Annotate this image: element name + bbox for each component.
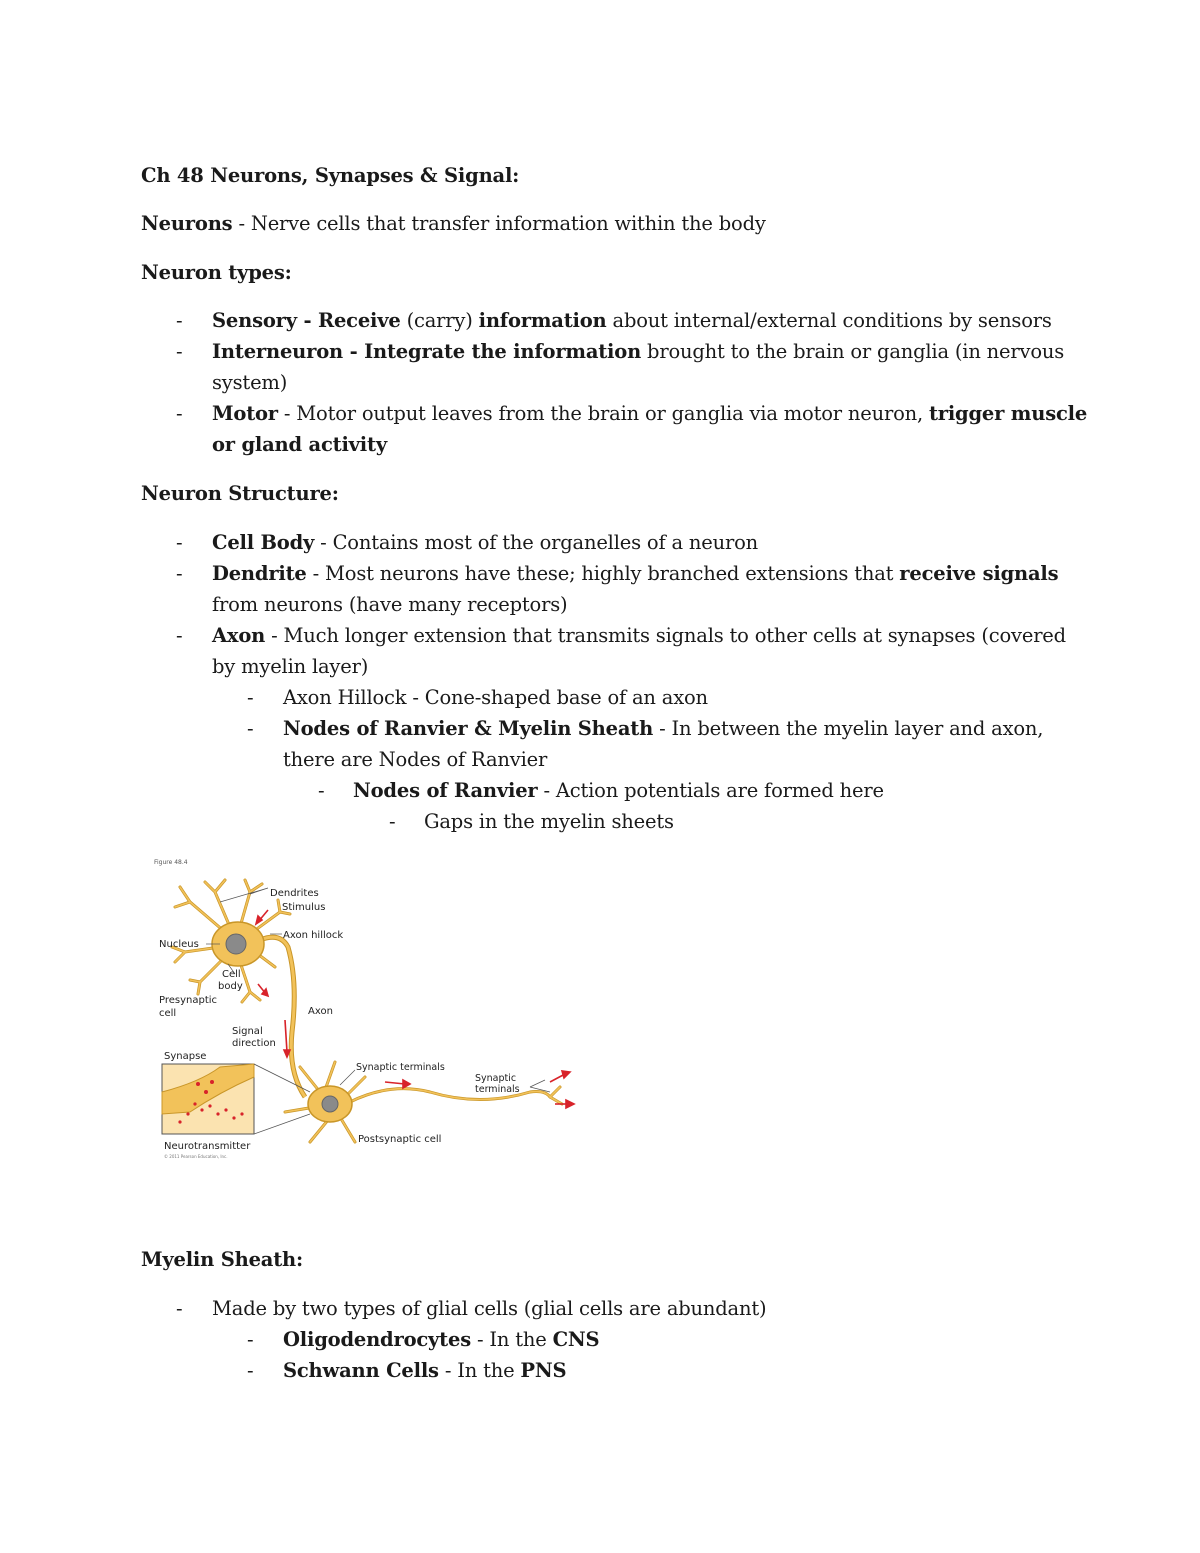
figure-caption: Figure 48.4 [154, 859, 188, 866]
label-synaptic-terminals: Synaptic terminals [356, 1062, 445, 1073]
label-terminals: terminals [475, 1084, 520, 1095]
term: Sensory [212, 309, 297, 332]
section-heading-neuron-structure: Neuron Structure: [141, 482, 339, 505]
label-nucleus: Nucleus [159, 939, 199, 950]
section-heading-myelin-sheath: Myelin Sheath: [141, 1248, 303, 1271]
term: Integrate the information [364, 340, 642, 363]
label-synapse: Synapse [164, 1051, 207, 1062]
text: brought to the brain or ganglia (in nervous [641, 340, 1065, 363]
list-item-dendrite [212, 558, 1058, 589]
label-signal: Signal [232, 1026, 263, 1037]
label-stimulus: Stimulus [282, 902, 326, 913]
list-item-axon-cont: by myelin layer) [212, 655, 369, 678]
term: Interneuron [212, 340, 344, 363]
term: trigger muscle [928, 402, 1088, 425]
bullet-dash: - [176, 562, 183, 585]
text: - Much longer extension that transmits signals to other cells at synapses (covered [265, 624, 1066, 647]
bullet-dash: - [176, 340, 183, 363]
text: (carry) [400, 309, 479, 332]
term: Schwann Cells [283, 1359, 439, 1382]
list-item-gaps: Gaps in the myelin sheets [424, 810, 674, 833]
list-item-dendrite-cont: from neurons (have many receptors) [212, 593, 568, 616]
list-item-schwann-cells [283, 1355, 566, 1386]
label-neurotransmitter: Neurotransmitter [164, 1141, 251, 1152]
label-presynaptic: Presynaptic [159, 995, 218, 1006]
term: Cell Body [212, 531, 315, 554]
list-item-sensory [212, 305, 1052, 336]
bullet-dash: - [247, 717, 254, 740]
label-postsynaptic-cell: Postsynaptic cell [358, 1134, 442, 1145]
nucleus-shape [226, 934, 246, 954]
list-item-nodes-myelin [283, 713, 1043, 744]
label-cell: Cell [222, 969, 241, 980]
term: Oligodendrocytes [283, 1328, 471, 1351]
list-item-interneuron [212, 336, 1064, 367]
term: Nodes of Ranvier & Myelin Sheath [283, 717, 654, 740]
term: Nodes of Ranvier [353, 779, 538, 802]
list-item-axon-hillock: Axon Hillock - Cone-shaped base of an axon [283, 686, 708, 709]
bullet-dash: - [176, 531, 183, 554]
list-item-motor [212, 398, 1087, 429]
label-dendrites: Dendrites [270, 888, 319, 899]
term: receive signals [899, 562, 1059, 585]
bullet-dash: - [247, 1328, 254, 1351]
term: Receive [317, 309, 401, 332]
label-synaptic: Synaptic [475, 1073, 517, 1084]
term: Motor [212, 402, 278, 425]
neurons-definition [141, 208, 766, 239]
list-item-oligodendrocytes [283, 1324, 599, 1355]
text: - Action potentials are formed here [537, 779, 884, 802]
text: - Contains most of the organelles of a neuron [314, 531, 758, 554]
term: CNS [552, 1328, 600, 1351]
bullet-dash: - [176, 402, 183, 425]
section-heading-neuron-types: Neuron types: [141, 261, 292, 284]
term: information [478, 309, 607, 332]
bullet-dash: - [247, 1359, 254, 1382]
label-direction: direction [232, 1038, 276, 1049]
term: Neurons [141, 212, 233, 235]
list-item-made-by: Made by two types of glial cells (glial cells are abundant) [212, 1297, 767, 1320]
text: - In the [438, 1359, 521, 1382]
term: PNS [520, 1359, 567, 1382]
definition: - Nerve cells that transfer information within the body [232, 212, 766, 235]
label-axon: Axon [308, 1006, 333, 1017]
figure-credit: © 2011 Pearson Education, Inc. [164, 1154, 228, 1159]
text: about internal/external conditions by sensors [606, 309, 1052, 332]
text: - Motor output leaves from the brain or ganglia via motor neuron, [277, 402, 929, 425]
page-title: Ch 48 Neurons, Synapses & Signal: [141, 164, 520, 187]
bullet-dash: - [389, 810, 396, 833]
text: - [343, 340, 365, 363]
term: Dendrite [212, 562, 307, 585]
label-presynaptic-cell: cell [159, 1008, 177, 1019]
neuron-diagram [150, 852, 590, 1162]
text: - In the [470, 1328, 553, 1351]
bullet-dash: - [176, 624, 183, 647]
list-item-nodes-of-ranvier [353, 775, 884, 806]
list-item-motor-cont: or gland activity [212, 433, 387, 456]
bullet-dash: - [176, 1297, 183, 1320]
list-item-axon [212, 620, 1066, 651]
label-body: body [218, 981, 243, 992]
list-item-interneuron-cont: system) [212, 371, 288, 394]
label-axon-hillock: Axon hillock [283, 930, 344, 941]
text: - In between the myelin layer and axon, [653, 717, 1044, 740]
text: - [296, 309, 318, 332]
text: - Most neurons have these; highly branched extensions that [306, 562, 900, 585]
bullet-dash: - [176, 309, 183, 332]
bullet-dash: - [318, 779, 325, 802]
bullet-dash: - [247, 686, 254, 709]
term: Axon [212, 624, 266, 647]
list-item-cell-body [212, 527, 758, 558]
list-item-nodes-myelin-cont: there are Nodes of Ranvier [283, 748, 548, 771]
